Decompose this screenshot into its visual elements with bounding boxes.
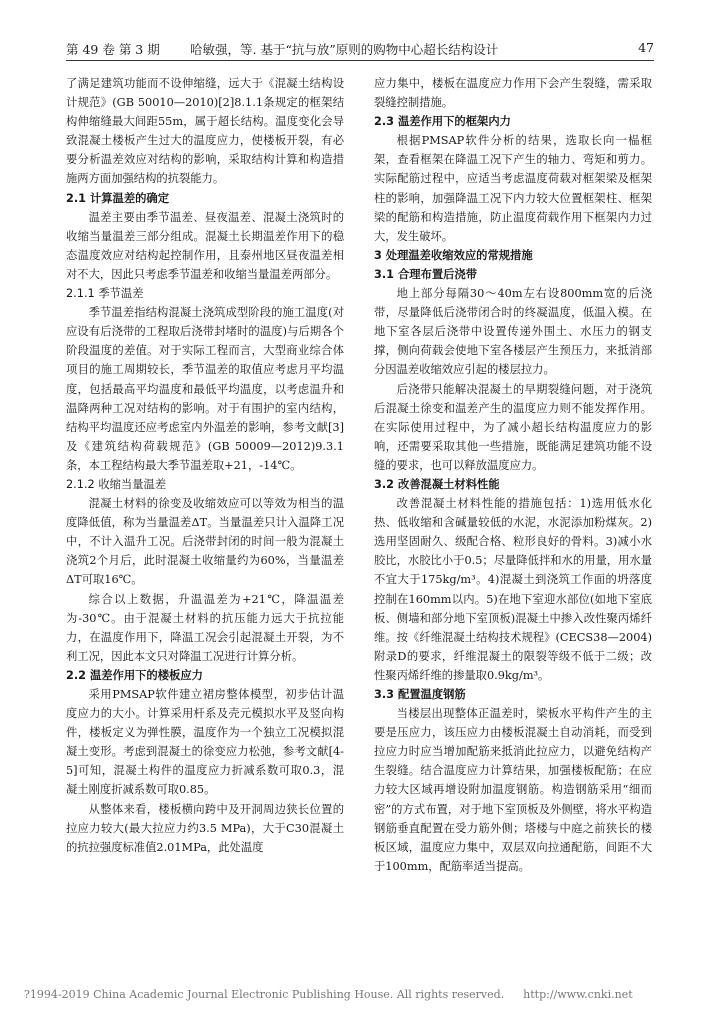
body-paragraph: 当楼层出现整体正温差时，梁板水平构件产生的主要是压应力，该压应力由楼板混凝土自动消耗，而受到拉应力时应当增加配筋来抵消此拉应力，以避免结构产生裂缝。结合温度应力计算结果，加强楼板配筋；在应力较大区域再增设附加温度钢筋。构造钢筋采用“细而密”的方式布置，对于地下室顶板及外侧壁，将水平构造钢筋垂直配置在受力筋外侧；塔楼与中庭之前狭长的楼板区域，温度应力集中，双层双向拉通配筋，间距不大于100mm，配筋率适当提高。: [374, 707, 652, 873]
footer: [24, 988, 633, 1001]
section-heading: 2.2 温差作用下的楼板应力: [66, 668, 203, 682]
body-paragraph: 地上部分每隔30～40m左右设800mm宽的后浇带，尽量降低后浇带闭合时的终凝温度，低温入模。在地下室各层后浇带中设置传递外围土、水压力的钢支撑，侧向荷载会使地下室各楼层产生预压力，来抵消部分因温差收缩效应引起的楼层拉力。: [374, 287, 652, 377]
body-paragraph: 从整体来看，楼板横向跨中及开洞周边狭长位置的拉应力较大(最大拉应力约3.5 MPa)，大于C30混凝土的抗拉强度标准值2.01MPa，此处温度: [66, 802, 344, 854]
running-header: [66, 38, 654, 61]
subsection-heading: 2.1.1 季节温差: [66, 287, 144, 301]
right-column: [374, 74, 652, 876]
section-heading: 2.1 计算温差的确定: [66, 191, 170, 205]
subsection-heading: 2.1.2 收缩当量温差: [66, 477, 167, 491]
body-paragraph: 季节温差指结构混凝土浇筑成型阶段的施工温度(对应设有后浇带的工程取后浇带封堵时的温度)与后期各个阶段温度的差值。对于实际工程而言，大型商业综合体项目的施工周期较长，季节温差的取值应考虑月平均温度，包括最高平均温度和最低平均温度，以考虑温升和温降两种工况对结构的影响。对于有围护的室内结构，结构平均温度还应考虑室内外温差的影响，参考文献[3]及《建筑结构荷载规范》(GB 50009—2012)9.3.1条，本工程结构最大季节温差取+21，-14℃。: [66, 306, 344, 472]
running-title: 哈敏强，等. 基于“抗与放”原则的购物中心超长结构设计: [190, 42, 499, 57]
body-paragraph: 改善混凝土材料性能的措施包括：1)选用低水化热、低收缩和含碱量较低的水泥，水泥添加粉煤灰。2)选用坚固耐久、级配合格、粒形良好的骨料。3)减小水胶比，水胶比小于0.5；尽量降低拌和水的用量，用水量不宜大于175kg/m³。4)混凝土到浇筑工作面的坍落度控制在160mm以内。5)在地下室迎水部位(如地下室底板、侧墙和部分地下室顶板)混凝土中掺入改性聚丙烯纤维。按《纤维混凝土结构技术规程》(CECS38—2004)附录D的要求，纤维混凝土的限裂等级不低于二级；改性聚丙烯纤维的掺量取0.9kg/m³。: [374, 497, 652, 682]
body-paragraph: 后浇带只能解决混凝土的早期裂缝问题，对于浇筑后混凝土徐变和温差产生的温度应力则不能发挥作用。在实际使用过程中，为了减小超长结构温度应力的影响，还需要采取其他一些措施，既能满足建筑功能不设缝的要求，也可以释放温度应力。: [374, 382, 652, 472]
body-paragraph: 混凝土材料的徐变及收缩效应可以等效为相当的温度降低值，称为当量温差ΔT。当量温差只计入温降工况中，不计入温升工况。后浇带封闭的时间一般为混凝土浇筑2个月后，此时混凝土收缩量约为60%，当量温差ΔT可取16℃。: [66, 497, 344, 587]
section-heading: 3.2 改善混凝土材料性能: [374, 477, 500, 491]
body-paragraph: 温差主要由季节温差、昼夜温差、混凝土浇筑时的收缩当量温差三部分组成。混凝土长期温差作用下的稳态温度效应对结构起控制作用，且泰州地区昼夜温差相对不大，因此只考虑季节温差和收缩当量温差两部分。: [66, 210, 344, 281]
body-paragraph: 采用PMSAP软件建立裙房整体模型，初步估计温度应力的大小。计算采用杆系及壳元模拟水平及竖向构件，楼板定义为弹性膜，温度作为一个独立工况模拟混凝土变形。考虑到混凝土的徐变应力松弛，参考文献[4-5]可知，混凝土构件的温度应力折减系数可取0.3，混凝土刚度折减系数可取0.85。: [66, 688, 344, 797]
page-number: 47: [638, 40, 654, 55]
body-paragraph: 综合以上数据，升温温差为+21℃，降温温差为-30℃。由于混凝土材料的抗压能力远大于抗拉能力，在温度作用下，降温工况会引起混凝土开裂，为不利工况，因此本文只对降温工况进行计算分析。: [66, 592, 344, 663]
body-paragraph: 应力集中，楼板在温度应力作用下会产生裂缝，需采取裂缝控制措施。: [374, 77, 652, 110]
body-paragraph: 了满足建筑功能而不设伸缩缝，远大于《混凝土结构设计规范》(GB 50010—2010)[2]8.1.1条规定的框架结构伸缩缝最大间距55m，属于超长结构。温度变化会导致混凝土楼板产生过大的温度应力，使楼板开裂，有必要分析温差效应对结构的影响，采取结构计算和构造措施两方面加强结构的抗裂能力。: [66, 77, 344, 186]
section-heading: 3.3 配置温度钢筋: [374, 688, 466, 701]
left-column: [66, 74, 344, 857]
section-heading: 3 处理温差收缩效应的常规措施: [374, 248, 533, 262]
section-heading: 3.1 合理布置后浇带: [374, 267, 478, 281]
body-paragraph: 根据PMSAP软件分析的结果，选取长向一榀框架，查看框架在降温工况下产生的轴力、弯矩和剪力。实际配筋过程中，应适当考虑温度荷载对框架梁及框架柱的影响，加强降温工况下内力较大位置框架柱、框架梁的配筋和构造措施，防止温度荷载作用下框架内力过大，发生破坏。: [374, 134, 652, 243]
copyright-notice: ?1994-2019 China Academic Journal Electronic Publishing House. All rights reserved.: [24, 988, 505, 1001]
volume-issue: 第 49 卷 第 3 期: [66, 42, 160, 57]
footer-url: http://www.cnki.net: [523, 988, 633, 1001]
section-heading: 2.3 温差作用下的框架内力: [374, 115, 511, 129]
